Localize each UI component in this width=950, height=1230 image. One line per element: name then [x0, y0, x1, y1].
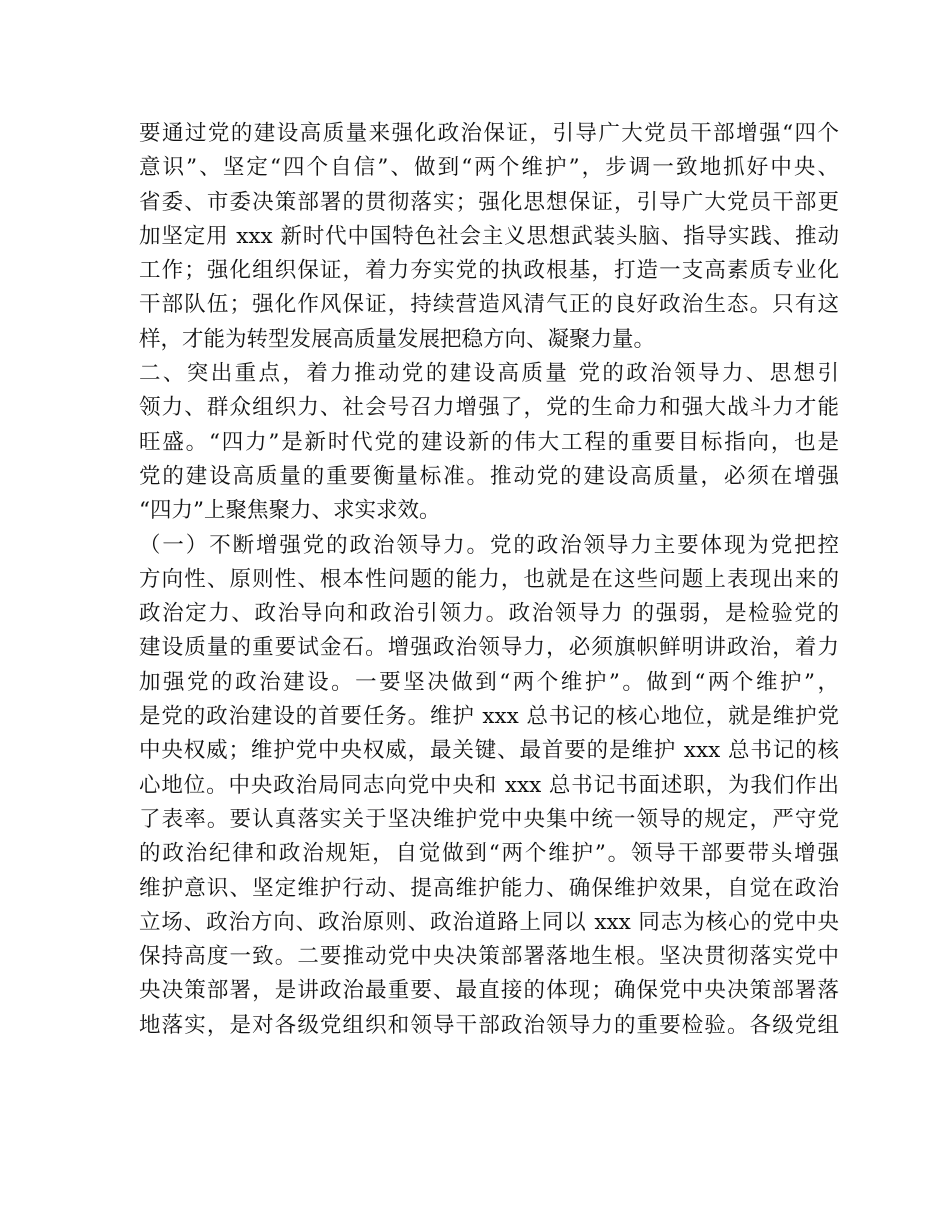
text-line: 加强党的政治建设。一要坚决做到“两个维护”。做到“两个维护”，	[139, 669, 839, 695]
text-line: 了表率。要认真落实关于坚决维护党中央集中统一领导的规定，严守党	[139, 806, 839, 832]
text-line: 心地位。中央政治局同志向党中央和 xxx 总书记书面述职，为我们作出	[139, 772, 839, 798]
section-heading-line: 二、突出重点，着力推动党的建设高质量 党的政治领导力、思想引	[139, 361, 839, 387]
text-line: 是党的政治建设的首要任务。维护 xxx 总书记的核心地位，就是维护党	[139, 704, 839, 730]
paragraph-3	[139, 529, 839, 1043]
text-line: 中央权威；维护党中央权威，最关键、最首要的是维护 xxx 总书记的核	[139, 738, 839, 764]
text-line: 建设质量的重要试金石。增强政治领导力，必须旗帜鲜明讲政治，着力	[139, 635, 839, 661]
subsection-heading-line: （一）不断增强党的政治领导力。党的政治领导力主要体现为党把控	[139, 532, 839, 558]
text-line: 加坚定用 xxx 新时代中国特色社会主义思想武装头脑、指导实践、推动	[139, 223, 839, 249]
text-line: 工作；强化组织保证，着力夯实党的执政根基，打造一支高素质专业化	[139, 258, 839, 284]
text-line: 旺盛。“四力”是新时代党的建设新的伟大工程的重要目标指向，也是	[139, 429, 839, 455]
text-line: 的政治纪律和政治规矩，自觉做到“两个维护”。领导干部要带头增强	[139, 841, 839, 867]
text-line: 要通过党的建设高质量来强化政治保证，引导广大党员干部增强“四个	[139, 121, 839, 146]
text-line: 地落实，是对各级党组织和领导干部政治领导力的重要检验。各级党组	[139, 1012, 839, 1038]
text-line: 领力、群众组织力、社会号召力增强了，党的生命力和强大战斗力才能	[139, 395, 839, 421]
text-line: “四力”上聚焦聚力、求实求效。	[139, 498, 441, 524]
paragraph-1	[139, 117, 839, 357]
text-line: 方向性、原则性、根本性问题的能力，也就是在这些问题上表现出来的	[139, 566, 839, 592]
document-body	[139, 117, 839, 1043]
text-line: 立场、政治方向、政治原则、政治道路上同以 xxx 同志为核心的党中央	[139, 909, 839, 935]
text-line: 央决策部署，是讲政治最重要、最直接的体现；确保党中央决策部署落	[139, 978, 839, 1004]
text-line: 样，才能为转型发展高质量发展把稳方向、凝聚力量。	[139, 326, 656, 352]
text-line: 党的建设高质量的重要衡量标准。推动党的建设高质量，必须在增强	[139, 463, 839, 489]
paragraph-2	[139, 357, 839, 528]
text-line: 政治定力、政治导向和政治引领力。政治领导力 的强弱，是检验党的	[139, 601, 839, 627]
text-line: 省委、市委决策部署的贯彻落实；强化思想保证，引导广大党员干部更	[139, 189, 839, 215]
text-line: 维护意识、坚定维护行动、提高维护能力、确保维护效果，自觉在政治	[139, 875, 839, 901]
text-line: 保持高度一致。二要推动党中央决策部署落地生根。坚决贯彻落实党中	[139, 944, 839, 970]
text-line: 干部队伍；强化作风保证，持续营造风清气正的良好政治生态。只有这	[139, 292, 839, 318]
text-line: 意识”、坚定“四个自信”、做到“两个维护”，步调一致地抓好中央、	[139, 155, 839, 181]
